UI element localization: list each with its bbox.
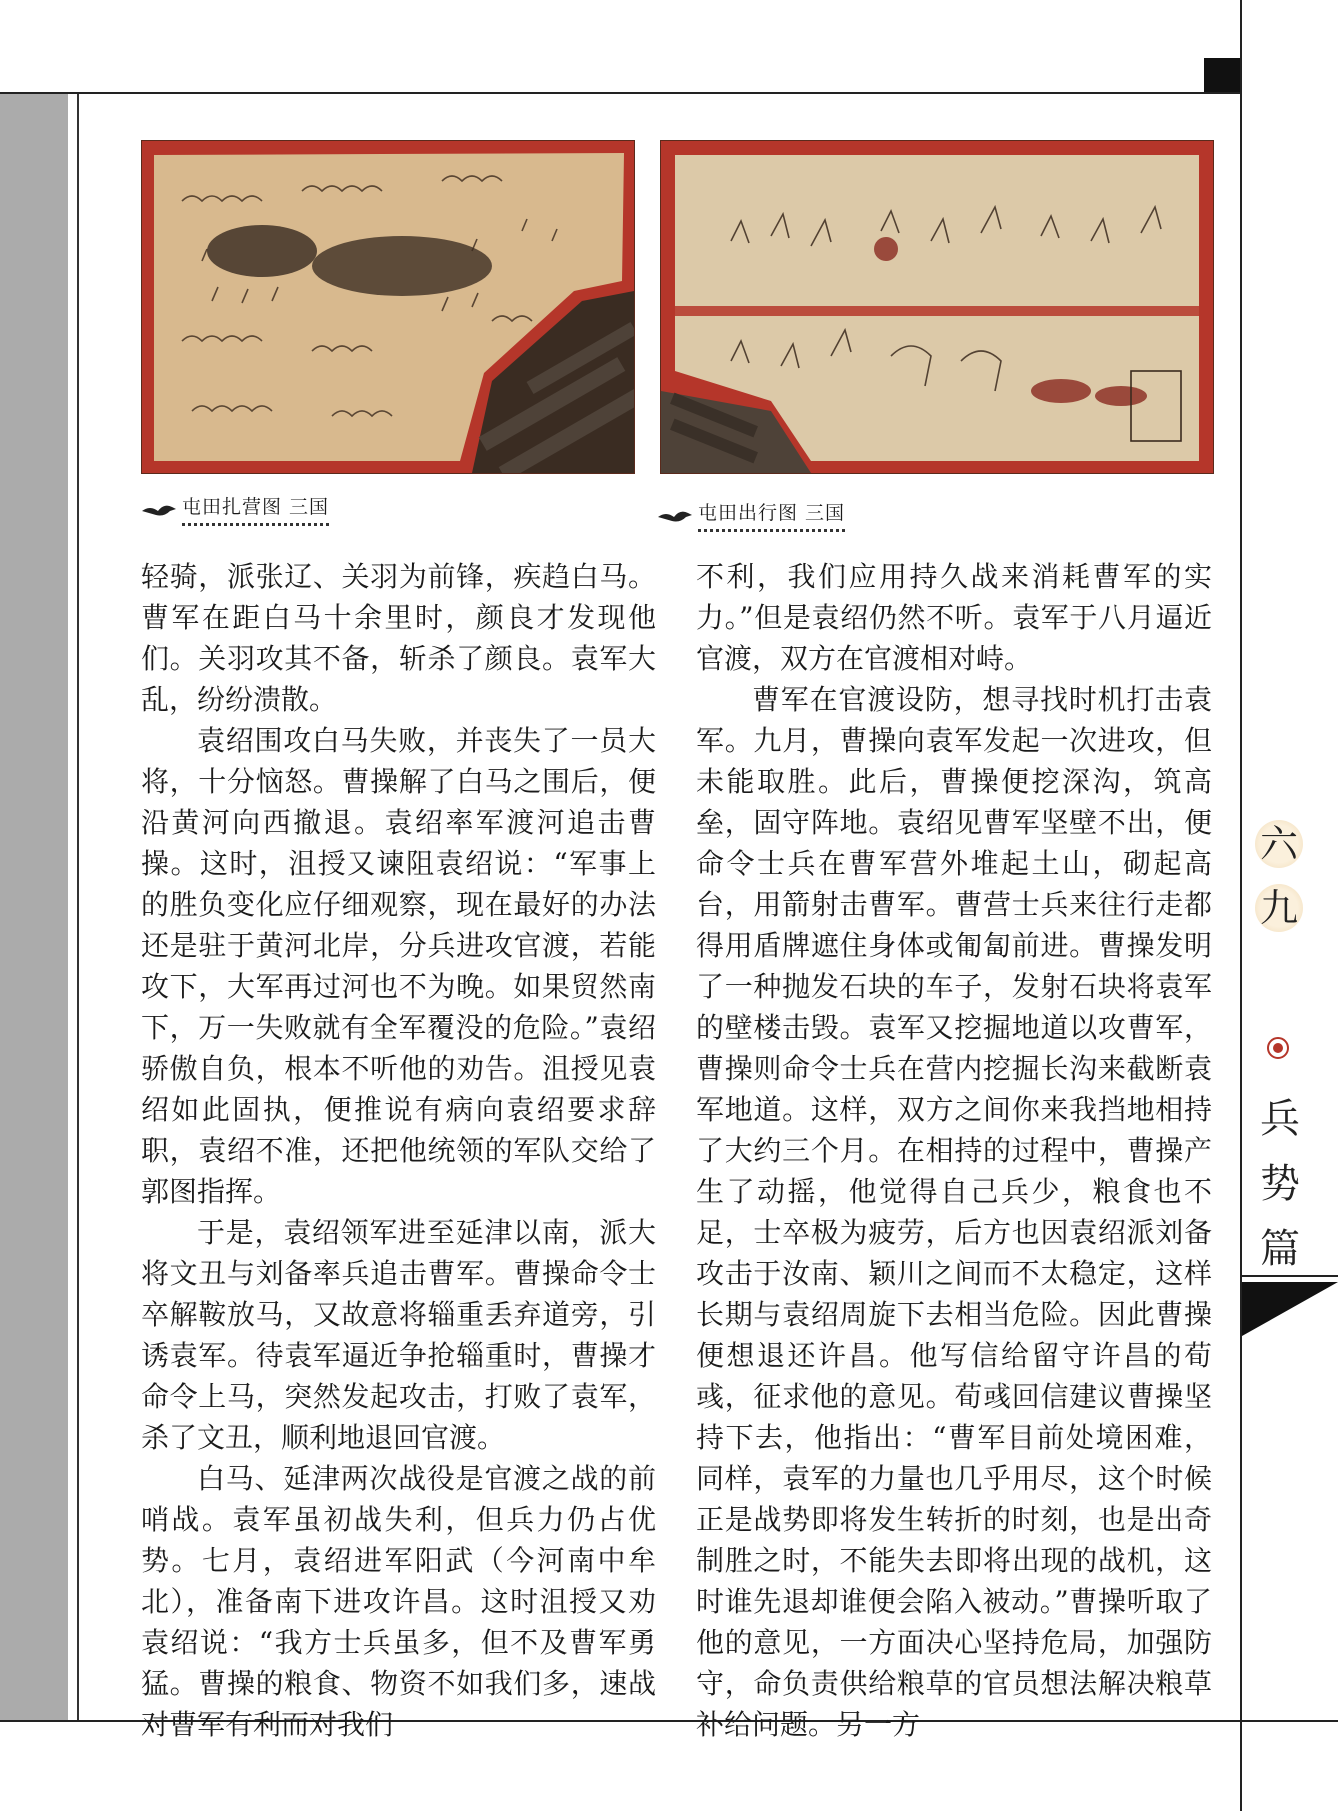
figure-caption-text: 屯田出行图 三国 — [698, 498, 845, 532]
side-tab-rule — [1240, 1275, 1338, 1277]
figure-caption-text: 屯田扎营图 三国 — [182, 492, 329, 526]
section-title-char: 兵 — [1260, 1096, 1300, 1142]
target-dot-icon — [1266, 1036, 1290, 1060]
mural-photo-camp — [141, 140, 635, 474]
figure-caption-2 — [656, 498, 845, 532]
page-number-char: 六 — [1255, 820, 1303, 868]
body-paragraph: 白马、延津两次战役是官渡之战的前哨战。袁军虽初战失利，但兵力仍占优势。七月，袁绍进军阳武（今河南中牟北），准备南下进攻许昌。这时沮授又劝袁绍说：“我方士兵虽多，但不及曹军勇猛。曹操的粮食、物资不如我们多，速战对曹军有利而对我们 — [141, 1462, 656, 1741]
top-rule — [0, 92, 1240, 94]
body-paragraph: 于是，袁绍领军进至延津以南，派大将文丑与刘备率兵追击曹军。曹操命令士卒解鞍放马，又故意将辎重丢弃道旁，引诱袁军。待袁军逼近争抢辎重时，曹操才命令上马，突然发起攻击，打败了袁军，杀了文丑，顺利地退回官渡。 — [141, 1216, 656, 1454]
left-gray-band — [0, 94, 68, 1720]
section-title-char: 势 — [1260, 1161, 1300, 1207]
bird-ornament-icon — [140, 501, 178, 517]
mural-photo-procession — [660, 140, 1214, 474]
section-title-char: 篇 — [1260, 1226, 1300, 1272]
right-vertical-rule — [1240, 0, 1242, 1811]
bird-ornament-icon — [656, 507, 694, 523]
page-number-char: 九 — [1255, 884, 1303, 932]
corner-block — [1204, 58, 1240, 92]
figure-caption-1 — [140, 492, 329, 526]
body-column-right — [696, 556, 1212, 1745]
body-column-left — [141, 556, 656, 1745]
side-tab-wedge — [1242, 1282, 1338, 1336]
body-paragraph: 袁绍围攻白马失败，并丧失了一员大将，十分恼怒。曹操解了白马之围后，便沿黄河向西撤退。袁绍率军渡河追击曹操。这时，沮授又谏阻袁绍说：“军事上的胜负变化应仔细观察，现在最好的办法还是驻于黄河北岸，分兵进攻官渡，若能攻下，大军再过河也不为晚。如果贸然南下，万一失败就有全军覆没的危险。”袁绍骄傲自负，根本不听他的劝告。沮授见袁绍如此固执，便推说有病向袁绍要求辞职，袁绍不准，还把他统领的军队交给了郭图指挥。 — [141, 724, 656, 1208]
body-paragraph: 轻骑，派张辽、关羽为前锋，疾趋白马。曹军在距白马十余里时，颜良才发现他们。关羽攻其不备，斩杀了颜良。袁军大乱，纷纷溃散。 — [141, 560, 656, 716]
body-paragraph: 不利，我们应用持久战来消耗曹军的实力。”但是袁绍仍然不听。袁军于八月逼近官渡，双方在官渡相对峙。 — [696, 560, 1212, 675]
body-paragraph: 曹军在官渡设防，想寻找时机打击袁军。九月，曹操向袁军发起一次进攻，但未能取胜。此后，曹操便挖深沟，筑高垒，固守阵地。袁绍见曹军坚壁不出，便命令士兵在曹军营外堆起土山，砌起高台，用箭射击曹军。曹营士兵来往行走都得用盾牌遮住身体或匍匐前进。曹操发明了一种抛发石块的车子，发射石块将袁军的壁楼击毁。袁军又挖掘地道以攻曹军，曹操则命令士兵在营内挖掘长沟来截断袁军地道。这样，双方之间你来我挡地相持了大约三个月。在相持的过程中，曹操产生了动摇，他觉得自己兵少，粮食也不足，士卒极为疲劳，后方也因袁绍派刘备攻击于汝南、颖川之间而不太稳定，这样长期与袁绍周旋下去相当危险。因此曹操便想退还许昌。他写信给留守许昌的荀彧，征求他的意见。荀彧回信建议曹操坚持下去，他指出：“曹军目前处境困难，同样，袁军的力量也几乎用尽，这个时候正是战势即将发生转折的时刻，也是出奇制胜之时，不能失去即将出现的战机，这时谁先退却谁便会陷入被动。”曹操听取了他的意见，一方面决心坚持危局，加强防守，命负责供给粮草的官员想法解决粮草补给问题。另一方 — [696, 683, 1212, 1741]
left-band-rule — [77, 94, 79, 1720]
